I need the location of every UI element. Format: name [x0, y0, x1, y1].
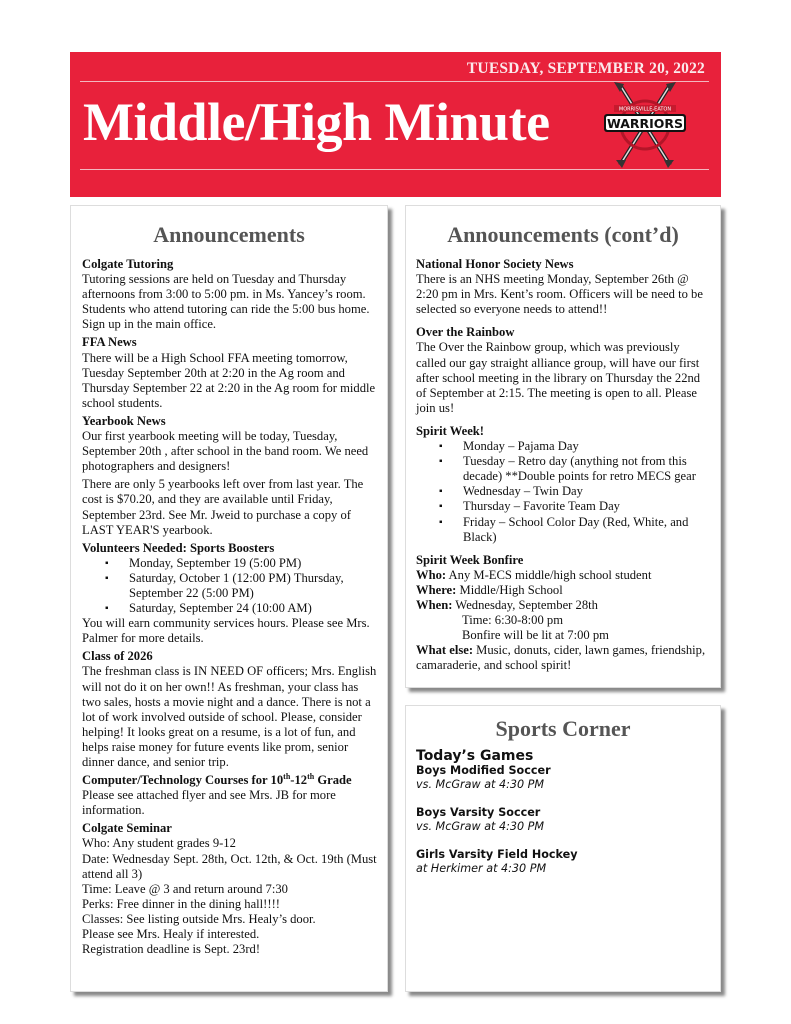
article-text: You will earn community services hours. Please see Mrs. Palmer for more details. — [82, 616, 370, 646]
divider — [80, 169, 709, 170]
article — [82, 477, 377, 537]
article-text: There are only 5 yearbooks left over from last year. The cost is $70.20, and they are available until Friday, September 23rd. See Mr. Jweid to purchase a copy of LAST YEAR'S yearbook. — [82, 477, 364, 537]
field-value: Middle/High School — [456, 582, 563, 597]
title-part: Computer/Technology Courses for 10 — [82, 773, 284, 788]
article — [82, 335, 377, 410]
game-detail: vs. McGraw at 4:30 PM — [416, 820, 545, 833]
list-item: ▪ Monday – Pajama Day — [416, 439, 712, 454]
article — [82, 541, 377, 647]
article — [82, 773, 377, 818]
game-name: Boys Modified Soccer — [416, 764, 551, 777]
bullet-list — [416, 439, 712, 545]
article-text: The Over the Rainbow group, which was previously called our gay straight alliance group, will have our first after school meeting in the library on Thursday the 22nd of September at 2:15. The meeting is open to all. Please join us! — [416, 340, 701, 415]
article-title: Yearbook News — [82, 413, 166, 428]
article-title: Class of 2026 — [82, 649, 153, 664]
list-item: ▪ Wednesday – Twin Day — [416, 484, 712, 499]
warriors-logo — [600, 80, 690, 170]
sports-corner-panel — [405, 705, 721, 992]
game-name: Girls Varsity Field Hockey — [416, 848, 578, 861]
article — [82, 821, 377, 957]
article — [82, 649, 377, 770]
field-value: Wednesday, September 28th — [452, 597, 598, 612]
article-text: Time: Leave @ 3 and return around 7:30 — [82, 881, 288, 896]
list-item: ▪ Tuesday – Retro day (anything not from this decade) **Double points for retro MECS gear — [416, 454, 712, 484]
list-item: ▪ Saturday, September 24 (10:00 AM) — [82, 601, 377, 616]
list-item: ▪ Monday, September 19 (5:00 PM) — [82, 556, 377, 571]
article — [82, 414, 377, 474]
article-text: Bonfire will be lit at 7:00 pm — [462, 628, 609, 643]
field-value: Any M-ECS middle/high school student — [446, 567, 652, 582]
article-title: Spirit Week Bonfire — [416, 552, 524, 567]
article-text: Our first yearbook meeting will be today, Tuesday, September 20th , after school in the band room. We need photographers and designers! — [82, 429, 369, 474]
article — [416, 424, 712, 545]
article-title: Spirit Week! — [416, 423, 484, 438]
section-heading: Announcements — [153, 222, 305, 247]
issue-date: TUESDAY, SEPTEMBER 20, 2022 — [466, 60, 705, 77]
article-title: Colgate Seminar — [82, 821, 172, 836]
article-text: The freshman class is IN NEED OF officers; Mrs. English will not do it on her own!! As freshman, your class has two sales, hosts a movie night and a dance. There is not a lot of work involved outside of school. Please, consider helping! It looks great on a resume, is a lot of fun, and helps raise money for future events like prom, senior dinner dance, and senior trip. — [82, 664, 377, 769]
article-text: Who: Any student grades 9-12 — [82, 836, 236, 851]
article-text: Time: 6:30-8:00 pm — [462, 613, 563, 628]
article — [416, 553, 712, 674]
todays-games-heading: Today’s Games — [416, 748, 534, 764]
game-item — [416, 848, 710, 876]
game-name: Boys Varsity Soccer — [416, 806, 541, 819]
article-text — [416, 643, 712, 673]
article-text — [416, 598, 712, 613]
article-text: There is an NHS meeting Monday, September 26th @ 2:20 pm in Mrs. Kent’s room. Officers will be need to be selected so everyone needs to attend!! — [416, 272, 703, 317]
section-heading: Sports Corner — [495, 716, 631, 741]
title-part: th — [283, 771, 291, 781]
article-text: Classes: See listing outside Mrs. Healy’s door. — [82, 911, 316, 926]
article — [82, 257, 377, 332]
article-title — [82, 773, 377, 788]
announcements-content — [71, 248, 387, 957]
article-text: Please see attached flyer and see Mrs. JB for more information. — [82, 788, 336, 818]
field-label: When: — [416, 597, 453, 612]
title-part: -12 — [290, 773, 308, 788]
announcements-panel — [70, 205, 388, 992]
field-label: Who: — [416, 567, 447, 582]
list-item: ▪ Friday – School Color Day (Red, White, and Black) — [416, 515, 712, 545]
article-text: Tutoring sessions are held on Tuesday and Thursday afternoons from 3:00 to 5:00 pm. in Ms. Yancey’s room. Students who attend tutoring can ride the 5:00 bus home. Sign up in the main office. — [82, 272, 370, 332]
article-title: FFA News — [82, 335, 137, 350]
article — [416, 257, 712, 317]
game-detail: at Herkimer at 4:30 PM — [416, 862, 547, 875]
game-item — [416, 806, 710, 834]
article-title: Colgate Tutoring — [82, 257, 174, 271]
game-item — [416, 764, 710, 792]
title-part: Grade — [314, 773, 352, 788]
article-title: Over the Rainbow — [416, 325, 515, 340]
bullet-list — [82, 556, 377, 616]
article-text — [416, 583, 712, 598]
field-label: What else: — [416, 643, 474, 658]
game-detail: vs. McGraw at 4:30 PM — [416, 778, 545, 791]
field-value: Music, donuts, cider, lawn games, friendship, camaraderie, and school spirit! — [416, 643, 706, 673]
newsletter-title: Middle/High Minute — [83, 92, 550, 152]
list-item: ▪ Thursday – Favorite Team Day — [416, 499, 712, 514]
article-title: Volunteers Needed: Sports Boosters — [82, 540, 275, 555]
masthead-banner — [70, 52, 721, 197]
article-text: Perks: Free dinner in the dining hall!!!! — [82, 896, 280, 911]
article-text: Date: Wednesday Sept. 28th, Oct. 12th, & Oct. 19th (Must attend all 3) — [82, 851, 377, 881]
article-text: Please see Mrs. Healy if interested. — [82, 927, 260, 942]
article-text — [416, 568, 712, 583]
games-list — [416, 764, 710, 876]
announcements-contd-panel — [405, 205, 721, 688]
article — [416, 325, 712, 416]
title-part: th — [307, 771, 315, 781]
article-title: National Honor Society News — [416, 257, 574, 271]
svg-text:WARRIORS: WARRIORS — [606, 116, 684, 131]
section-heading: Announcements (cont’d) — [447, 222, 679, 247]
article-text: Registration deadline is Sept. 23rd! — [82, 942, 261, 957]
svg-text:MORRISVILLE-EATON: MORRISVILLE-EATON — [618, 106, 672, 113]
field-label: Where: — [416, 582, 457, 597]
article-text: There will be a High School FFA meeting tomorrow, Tuesday September 20th at 2:20 in the Ag room and Thursday September 22 at 2:20 in the Ag room for middle school students. — [82, 350, 376, 410]
announcements-contd-content — [406, 248, 720, 673]
list-item: ▪ Saturday, October 1 (12:00 PM) Thursday, September 22 (5:00 PM) — [82, 571, 377, 601]
